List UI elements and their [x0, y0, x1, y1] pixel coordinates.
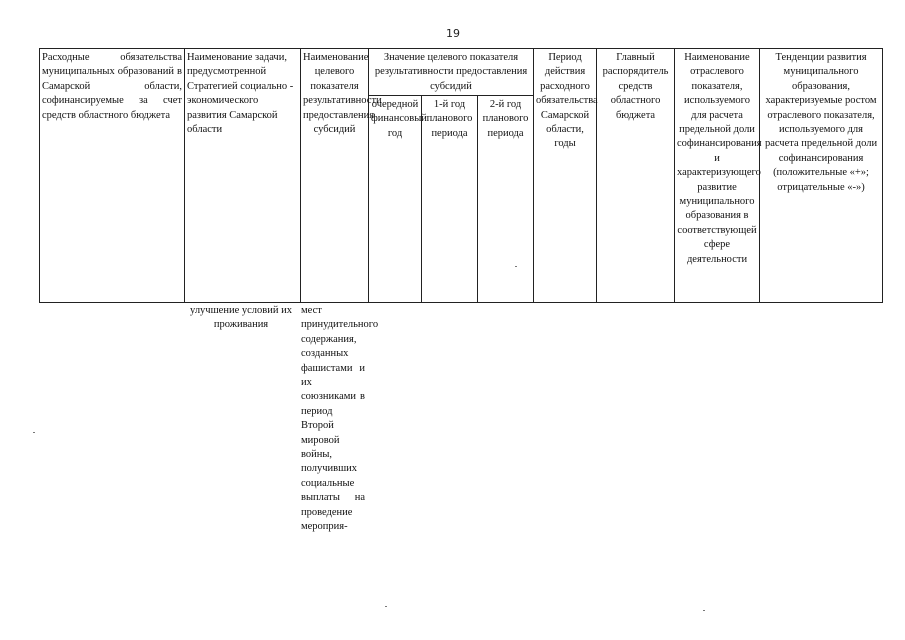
scan-speck [385, 606, 387, 607]
scan-speck [515, 266, 517, 267]
header-task-name: Наименование задачи, предусмотренной Стратегией социально - экономического развития Самарской области [185, 49, 301, 303]
header-plan-year-1: 1-й год планового периода [422, 96, 478, 303]
continuation-task-text: улучшение условий их проживания [190, 305, 292, 331]
subsidy-table [39, 48, 883, 303]
page-number: 19 [446, 27, 460, 40]
header-development-trends: Тенденции развития муниципального образования, характеризуемые ростом отраслевого показателя, используемого для расчета предельной доли софинансирования (положительные «+»; отрицательные «-») [760, 49, 883, 303]
header-chief-administrator: Главный распорядитель средств областного бюджета [597, 49, 675, 303]
scan-speck [703, 610, 705, 611]
header-indicator-value-group: Значение целевого показателя результативности предоставления субсидий [369, 49, 534, 96]
header-sector-indicator: Наименование отраслевого показателя, используемого для расчета предельной доли софинансирования и характеризующего развитие муниципального образования в соответствующей сфере деятельности [675, 49, 760, 303]
scan-speck [33, 432, 35, 433]
header-current-year: очередной финансовый год [369, 96, 422, 303]
continuation-indicator-text: мест принудительного содержания, созданных фашистами и их союзниками в период Второй мировой войны, получивших социальные выплаты на проведение мероприя- [301, 305, 379, 533]
header-obligation-period: Период действия расходного обязательства Самарской области, годы [534, 49, 597, 303]
header-expense-obligations: Расходные обязательства муниципальных образований в Самарской области, софинансируемые за счет средств областного бюджета [40, 49, 185, 303]
header-plan-year-2: 2-й год планового периода [478, 96, 534, 303]
header-indicator-name: Наименование целевого показателя результативности предоставления субсидий [301, 49, 369, 303]
